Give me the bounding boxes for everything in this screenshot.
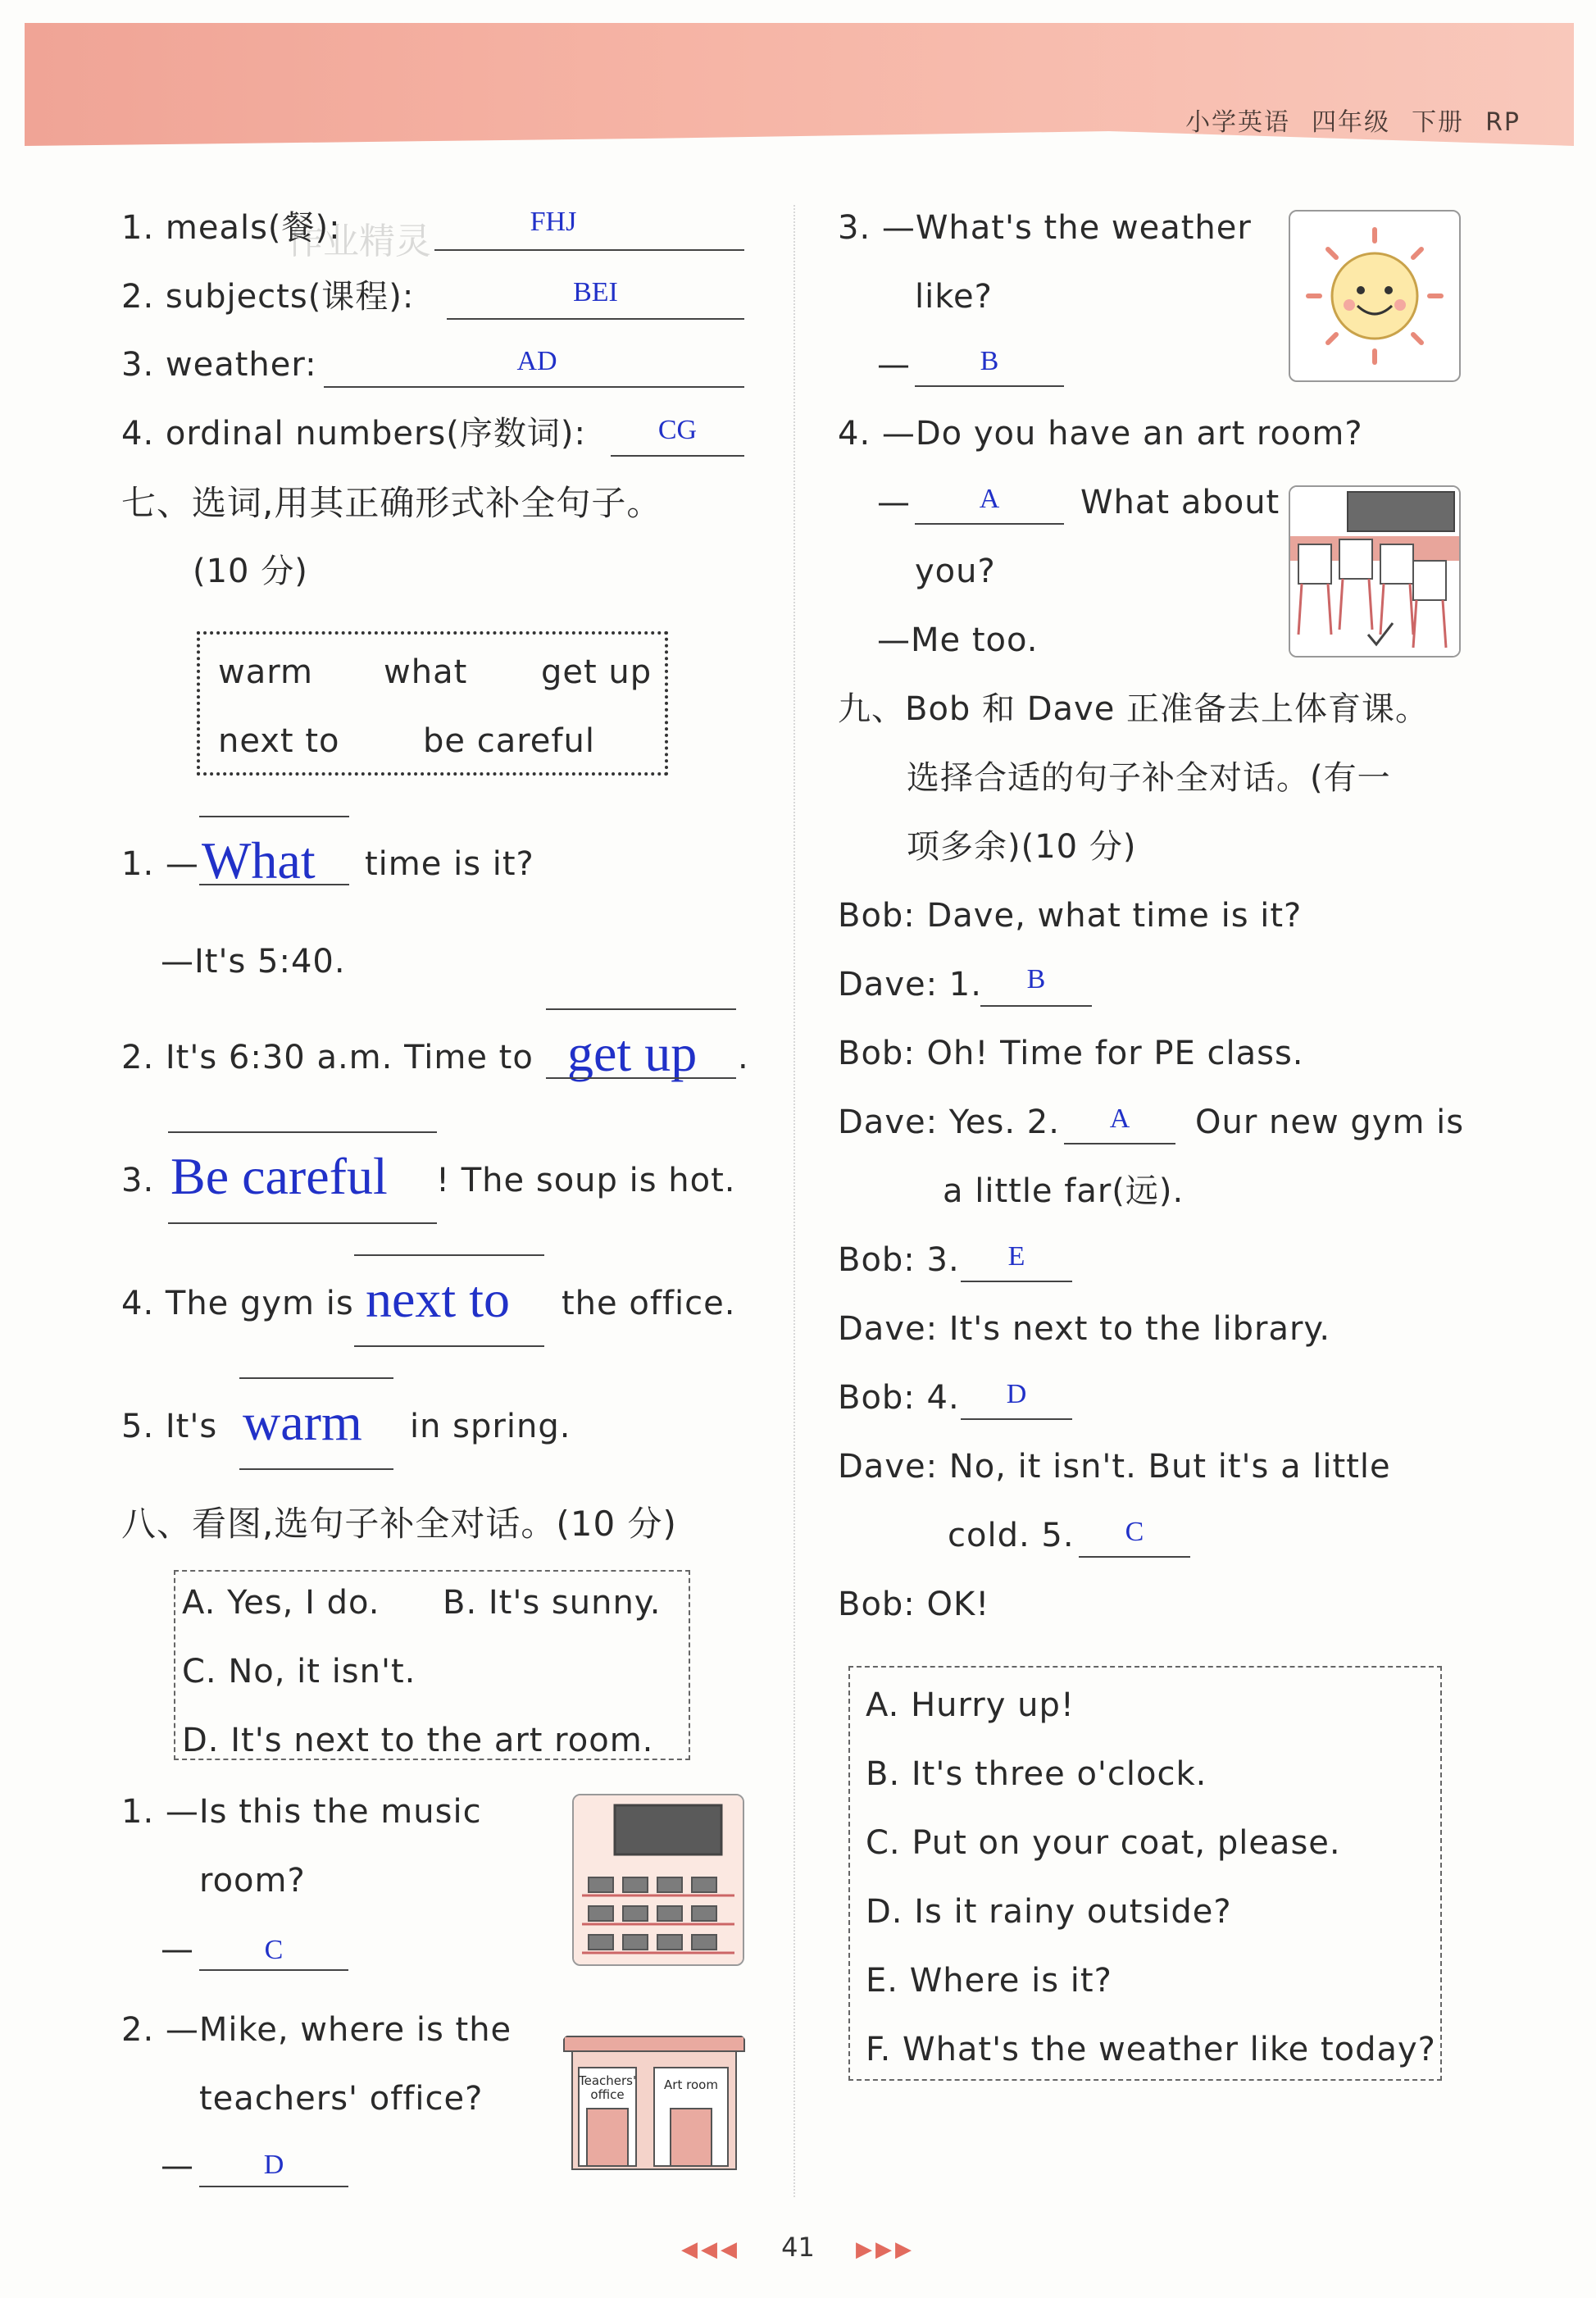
q8-1-line2: room?	[199, 1862, 306, 1900]
q9-option-e: E. Where is it?	[866, 1962, 1112, 2000]
q7-1-answer: What	[202, 831, 316, 890]
sign-art-room: Art room	[664, 2077, 718, 2092]
q8-4-blank	[915, 523, 1064, 525]
q8-4-dash: —	[877, 484, 911, 521]
q8-1-blank	[199, 1969, 348, 1971]
dialog-line-7: Dave: It's next to the library.	[838, 1310, 1331, 1348]
header-grade: 四年级	[1312, 108, 1391, 137]
q7-5-before: 5. It's	[121, 1408, 218, 1445]
q8-1-answer: C	[264, 1935, 284, 1965]
q8-4-line3: you?	[915, 553, 996, 590]
dialog-line-4a: Dave: Yes. 2.	[838, 1103, 1060, 1141]
q7-4-after: the office.	[562, 1285, 736, 1322]
q7-1-blank	[199, 884, 349, 885]
header-info	[1164, 102, 1521, 138]
q7-3-after: ! The soup is hot.	[436, 1162, 736, 1199]
q8-4-line1: 4. —Do you have an art room?	[838, 415, 1363, 453]
dialog-answer-4: D	[1006, 1379, 1027, 1409]
q6-answer-4: CG	[657, 415, 698, 445]
sign-teachers-office: Teachers' office	[579, 2073, 637, 2102]
q9-title-line2: 选择合适的句子补全对话。(有一	[907, 759, 1391, 797]
q8-3-blank	[915, 385, 1064, 387]
q8-4-answer: A	[979, 484, 1000, 514]
q8-title: 八、看图,选句子补全对话。(10 分)	[121, 1504, 677, 1544]
dialog-line-4b: Our new gym is	[1195, 1103, 1465, 1141]
q8-3-dash: —	[877, 346, 911, 384]
q7-4-answer: next to	[366, 1270, 510, 1328]
page-number: 41	[781, 2232, 815, 2263]
q6-item-3: 3. weather:	[121, 346, 317, 384]
q6-answer-3: AD	[516, 346, 557, 376]
dialog-line-3: Bob: Oh! Time for PE class.	[838, 1035, 1304, 1072]
q6-item-4: 4. ordinal numbers(序数词):	[121, 415, 586, 453]
q9-title-line3: 项多余)(10 分)	[907, 828, 1137, 866]
q6-answer-1: FHJ	[530, 207, 577, 237]
dialog-answer-3: E	[1007, 1241, 1025, 1272]
q7-4-blank-top	[354, 1254, 544, 1256]
q7-2-blank-top	[546, 1008, 736, 1010]
q7-3-before: 3.	[121, 1162, 155, 1199]
header-volume: 下册	[1412, 108, 1465, 137]
header-edition: RP	[1485, 108, 1521, 137]
music-room-picture	[572, 1794, 744, 1966]
dialog-blank-1	[980, 1005, 1092, 1007]
q6-blank-4	[611, 455, 744, 457]
art-room-picture	[1289, 485, 1461, 658]
q7-3-blank	[168, 1222, 437, 1224]
q9-options-box	[848, 1666, 1442, 2081]
q7-4-blank	[354, 1345, 544, 1347]
dialog-line-9: Dave: No, it isn't. But it's a little	[838, 1448, 1391, 1486]
q8-2-line2: teachers' office?	[199, 2080, 484, 2118]
q7-1-num: 1. —	[121, 845, 199, 883]
dialog-blank-5	[1079, 1556, 1190, 1558]
dialog-blank-2	[1064, 1143, 1175, 1144]
office-building-picture	[562, 2035, 746, 2173]
q8-3-answer: B	[980, 346, 999, 376]
dialog-line-2: Dave: 1.	[838, 966, 982, 1003]
q7-5-answer: warm	[243, 1393, 362, 1451]
q8-1-line1: 1. —Is this the music	[121, 1793, 482, 1831]
q8-2-line1: 2. —Mike, where is the	[121, 2011, 512, 2049]
q7-word-what: what	[384, 653, 468, 691]
q7-2-before: 2. It's 6:30 a.m. Time to	[121, 1039, 534, 1076]
q7-3-answer: Be careful	[171, 1147, 388, 1205]
q6-blank-3	[324, 386, 744, 388]
q7-word-warm: warm	[218, 653, 313, 691]
q7-5-after: in spring.	[410, 1408, 571, 1445]
q7-5-blank-top	[239, 1377, 393, 1379]
q8-3-line1: 3. —What's the weather	[838, 209, 1252, 247]
next-arrows-icon: ▶▶▶	[856, 2237, 916, 2262]
dialog-line-6: Bob: 3.	[838, 1241, 960, 1279]
q8-option-c: C. No, it isn't.	[182, 1653, 416, 1691]
dialog-line-1: Bob: Dave, what time is it?	[838, 897, 1303, 935]
column-divider	[793, 205, 795, 2197]
q9-title-line1: 九、Bob 和 Dave 正准备去上体育课。	[838, 690, 1430, 728]
q9-option-b: B. It's three o'clock.	[866, 1755, 1207, 1793]
q7-word-next-to: next to	[218, 722, 340, 760]
sun-picture	[1289, 210, 1461, 382]
q8-2-answer: D	[263, 2150, 284, 2180]
dialog-line-11: Bob: OK!	[838, 1586, 990, 1623]
q8-option-b: B. It's sunny.	[443, 1584, 662, 1622]
q7-1-reply: —It's 5:40.	[161, 943, 346, 981]
q7-4-before: 4. The gym is	[121, 1285, 354, 1322]
q8-option-d: D. It's next to the art room.	[182, 1722, 654, 1759]
q8-option-a: A. Yes, I do.	[182, 1584, 380, 1622]
q8-2-dash: —	[161, 2147, 194, 2185]
q6-blank-1	[434, 249, 744, 251]
q8-3-line2: like?	[915, 278, 993, 316]
q7-word-get-up: get up	[541, 653, 652, 691]
page-footer	[0, 2232, 1596, 2263]
dialog-answer-1: B	[1026, 964, 1046, 994]
q6-answer-2: BEI	[573, 277, 618, 307]
dialog-blank-3	[961, 1281, 1072, 1282]
q7-score: (10 分)	[193, 553, 308, 590]
q9-option-c: C. Put on your coat, please.	[866, 1824, 1341, 1862]
q8-4-line4: —Me too.	[877, 621, 1039, 659]
q8-1-dash: —	[161, 1931, 194, 1968]
watermark: 作业精灵	[287, 221, 431, 262]
q7-2-answer: get up	[567, 1024, 698, 1082]
q7-5-blank	[239, 1468, 393, 1470]
q9-option-f: F. What's the weather like today?	[866, 2031, 1436, 2068]
q9-option-a: A. Hurry up!	[866, 1686, 1075, 1724]
header-subject: 小学英语	[1185, 108, 1291, 137]
q7-title: 七、选词,用其正确形式补全句子。	[121, 483, 662, 523]
dialog-blank-4	[961, 1418, 1072, 1420]
dialog-answer-2: A	[1109, 1103, 1130, 1134]
q7-1-blank-top	[199, 816, 349, 817]
q7-2-after: .	[738, 1039, 749, 1076]
q9-option-d: D. Is it rainy outside?	[866, 1893, 1232, 1931]
q7-3-blank-top	[168, 1131, 437, 1133]
q6-item-1: 1. meals(餐):	[121, 209, 341, 247]
dialog-line-5: a little far(远).	[943, 1172, 1184, 1210]
q8-4-after: What about	[1080, 484, 1280, 521]
q7-word-be-careful: be careful	[423, 722, 595, 760]
q7-2-blank	[546, 1077, 736, 1079]
dialog-line-10: cold. 5.	[948, 1517, 1075, 1554]
q7-1-after: time is it?	[365, 845, 534, 883]
q6-blank-2	[447, 318, 744, 320]
q6-item-2: 2. subjects(课程):	[121, 278, 415, 316]
q8-2-blank	[199, 2186, 348, 2187]
prev-arrows-icon: ◀◀◀	[680, 2237, 740, 2262]
dialog-answer-5: C	[1125, 1517, 1144, 1547]
dialog-line-8: Bob: 4.	[838, 1379, 960, 1417]
